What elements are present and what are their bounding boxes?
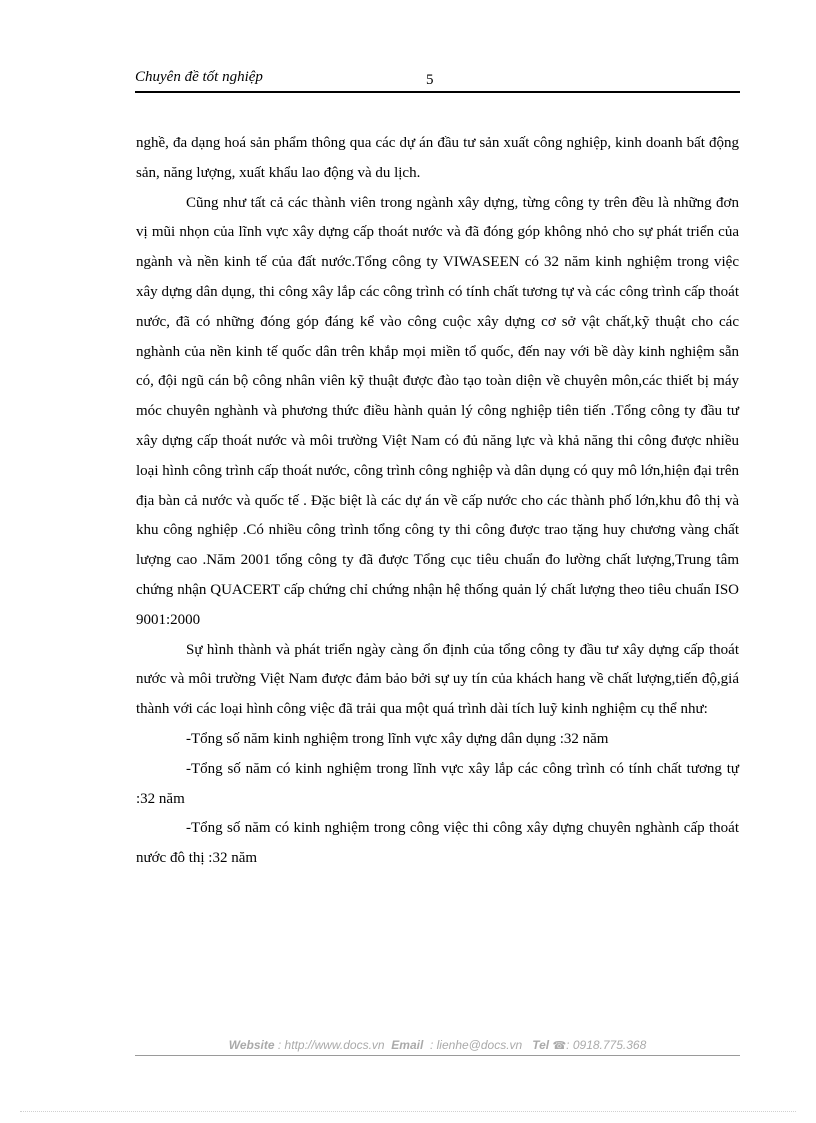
footer-website-label: Website — [228, 1038, 275, 1052]
footer-tel-label: Tel — [532, 1038, 550, 1052]
header-title: Chuyên đề tốt nghiệp — [135, 69, 263, 85]
paragraph-development: Sự hình thành và phát triển ngày càng ổn định của tổng công ty đầu tư xây dựng cấp thoát nước và môi trường Việt Nam được đảm bảo bởi sự uy tín của khách hang về chất lượng,tiến độ,giá thành với các loại hình công việc đã trải qua một quá trình dài tích luỹ kinh nghiệm cụ thể như: — [136, 641, 739, 718]
page-number: 5 — [426, 72, 434, 88]
footer-email-label: Email — [391, 1038, 424, 1052]
footer-tel-value: : 0918.775.368 — [566, 1038, 647, 1052]
list-item-civil-experience: -Tổng số năm kinh nghiệm trong lĩnh vực xây dựng dân dụng :32 năm — [186, 730, 609, 747]
footer-rule — [135, 1055, 740, 1056]
list-item-water-supply-experience: -Tổng số năm có kinh nghiệm trong công việc thi công xây dựng chuyên nghành cấp thoát nước đô thị :32 năm — [136, 820, 739, 867]
paragraph-company-overview: Cũng như tất cả các thành viên trong ngành xây dựng, từng công ty trên đều là những đơn vị mũi nhọn của lĩnh vực xây dựng cấp thoát nước và đã đóng góp không nhỏ cho sự phát triển của ngành và nền kinh tế của đất nước.Tổng công ty VIWASEEN có 32 năm kinh nghiệm trong việc xây dựng dân dụng, thi công xây lắp các công trình có tính chất tương tự và các công trình cấp thoát nước, đã có những đóng góp đáng kể vào công cuộc xây dựng cơ sở vật chất,kỹ thuật cho các nghành của nền kinh tế quốc dân trên khắp mọi miền tổ quốc, đến nay với bề dày kinh nghiệm sẵn có, đội ngũ cán bộ công nhân viên kỹ thuật được đào tạo toàn diện về chuyên môn,các thiết bị máy móc chuyên nghành và phương thức điều hành quản lý công nghiệp tiên tiến .Tổng công ty đầu tư xây dựng cấp thoát nước và môi trường Việt Nam có đủ năng lực và khả năng thi công được nhiều loại hình công trình cấp thoát nước, công trình công nghiệp và dân dụng có quy mô lớn,hiện đại trên địa bàn cả nước và quốc tế . Đặc biệt là các dự án về cấp nước cho các thành phố lớn,khu đô thị và khu công nghiệp .Có nhiều công trình tổng công ty thi công được trao tặng huy chương vàng chất lượng cao .Năm 2001 tổng công ty đã được Tổng cục tiêu chuẩn đo lường chất lượng,Trung tâm chứng nhận QUACERT cấp chứng chỉ chứng nhận hệ thống quản lý chất lượng theo tiêu chuẩn ISO 9001:2000 — [136, 194, 739, 628]
paragraph-continuation: nghề, đa dạng hoá sản phẩm thông qua các dự án đầu tư sản xuất công nghiệp, kinh doanh bất động sản, năng lượng, xuất khẩu lao động và du lịch. — [136, 135, 739, 181]
list-item-similar-works-experience: -Tổng số năm có kinh nghiệm trong lĩnh vực xây lắp các công trình có tính chất tương tự :32 năm — [136, 760, 739, 807]
footer-email-value: : lienhe@docs.vn — [429, 1038, 523, 1052]
phone-icon: ☎ — [552, 1040, 567, 1052]
footer — [135, 1038, 740, 1052]
footer-website-value: : http://www.docs.vn — [277, 1038, 385, 1052]
document-body — [136, 129, 739, 874]
page-bottom-border — [20, 1111, 796, 1112]
header-rule — [135, 91, 740, 93]
